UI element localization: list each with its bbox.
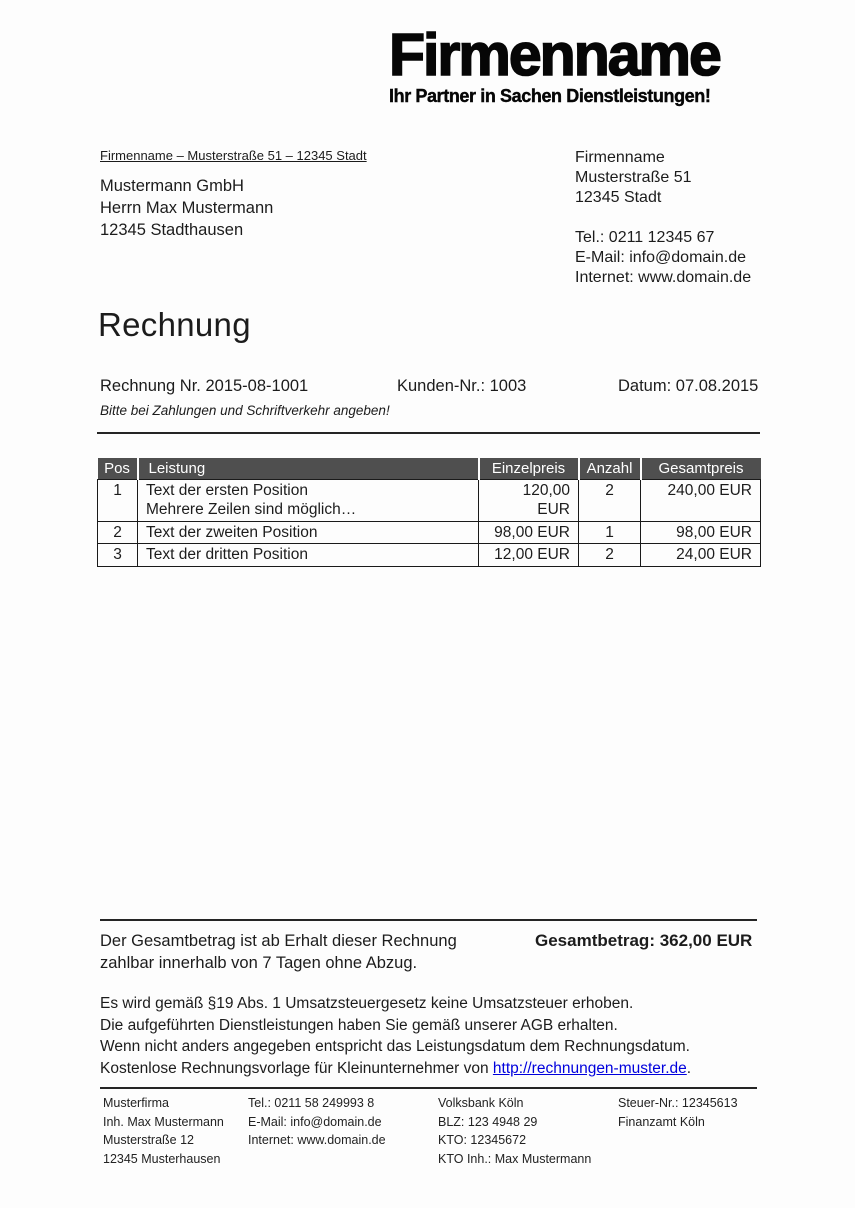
sender-return-address: Firmenname – Musterstraße 51 – 12345 Stadt: [100, 148, 367, 163]
item-description: [138, 544, 479, 567]
company-address-line: Firmenname: [575, 149, 665, 166]
footer-line: Inh. Max Mustermann: [103, 1114, 224, 1129]
company-info-block: [575, 148, 751, 288]
item-description-line: Text der zweiten Position: [146, 523, 318, 541]
divider-above-table: [97, 432, 760, 434]
company-address-line: Musterstraße 51: [575, 169, 692, 186]
item-description-line: Text der ersten Position: [146, 481, 308, 499]
legal-line: Es wird gemäß §19 Abs. 1 Umsatzsteuergesetz keine Umsatzsteuer erhoben.: [100, 995, 634, 1012]
footer-line: Internet: www.domain.de: [248, 1133, 386, 1147]
template-source-link[interactable]: http://rechnungen-muster.de: [492, 1059, 687, 1077]
legal-link-prefix: Kostenlose Rechnungsvorlage für Kleinunternehmer von: [100, 1059, 493, 1077]
item-description: [138, 521, 479, 544]
company-email: E-Mail: info@domain.de: [575, 249, 746, 266]
table-row: [98, 479, 761, 521]
footer-line: E-Mail: info@domain.de: [248, 1114, 382, 1129]
company-logo-tagline: Ihr Partner in Sachen Dienstleistungen!: [389, 85, 711, 106]
footer-divider: [100, 1087, 757, 1089]
company-phone: Tel.: 0211 12345 67: [575, 229, 715, 246]
invoice-date: Datum: 07.08.2015: [618, 377, 759, 395]
column-header-gesamtpreis: Gesamtpreis: [641, 458, 761, 479]
table-row: [98, 544, 761, 567]
item-description: [138, 479, 479, 521]
footer-line: Finanzamt Köln: [618, 1114, 705, 1129]
payment-terms-line: zahlbar innerhalb von 7 Tagen ohne Abzug.: [100, 954, 418, 972]
item-position: 1: [98, 479, 138, 521]
footer-line: Musterfirma: [103, 1096, 169, 1110]
item-unit-price: 120,00 EUR: [479, 479, 579, 521]
item-unit-price: 12,00 EUR: [479, 544, 579, 567]
recipient-line: 12345 Stadthausen: [100, 221, 244, 239]
item-quantity: 2: [579, 544, 641, 567]
item-unit-price: 98,00 EUR: [479, 521, 579, 544]
legal-notes: [100, 993, 691, 1079]
footer-line: Steuer-Nr.: 12345613: [618, 1096, 738, 1110]
footer-line: Volksbank Köln: [438, 1096, 524, 1110]
payment-terms: [100, 930, 457, 974]
footer-line: KTO Inh.: Max Mustermann: [438, 1151, 592, 1166]
page-title: Rechnung: [98, 306, 251, 343]
company-website: Internet: www.domain.de: [575, 269, 752, 286]
item-position: 2: [98, 521, 138, 544]
footer-line: Tel.: 0211 58 249993 8: [248, 1096, 375, 1110]
legal-link-line: [100, 1058, 691, 1080]
legal-line: Die aufgeführten Dienstleistungen haben Sie gemäß unserer AGB erhalten.: [100, 1016, 618, 1034]
item-description-line: Text der dritten Position: [146, 546, 308, 563]
customer-number: Kunden-Nr.: 1003: [397, 377, 527, 395]
column-header-pos: Pos: [98, 458, 138, 479]
payment-reference-note: Bitte bei Zahlungen und Schriftverkehr angeben!: [100, 403, 390, 418]
footer-bank-column: [438, 1094, 591, 1168]
column-header-anzahl: Anzahl: [579, 458, 641, 479]
recipient-line: Mustermann GmbH: [100, 177, 244, 195]
footer-contact-column: [248, 1094, 386, 1150]
column-header-einzelpreis: Einzelpreis: [479, 458, 579, 479]
item-total-price: 98,00 EUR: [641, 521, 761, 544]
company-address: [575, 148, 751, 208]
legal-line: Wenn nicht anders angegeben entspricht das Leistungsdatum dem Rechnungsdatum.: [100, 1038, 690, 1055]
item-quantity: 1: [579, 521, 641, 544]
footer-line: 12345 Musterhausen: [103, 1151, 221, 1166]
footer-line: KTO: 12345672: [438, 1133, 527, 1147]
recipient-address-block: [100, 175, 273, 241]
footer-line: Musterstraße 12: [103, 1133, 195, 1147]
item-description-line: Mehrere Zeilen sind möglich…: [146, 501, 357, 518]
company-logo: [389, 22, 809, 107]
item-position: 3: [98, 544, 138, 567]
recipient-line: Herrn Max Mustermann: [100, 199, 274, 217]
grand-total-label: Gesamtbetrag:: [535, 931, 655, 950]
table-header-row: [98, 458, 761, 479]
company-contact: [575, 228, 751, 288]
item-quantity: 2: [579, 479, 641, 521]
item-total-price: 240,00 EUR: [641, 479, 761, 521]
payment-terms-line: Der Gesamtbetrag ist ab Erhalt dieser Rechnung: [100, 932, 457, 950]
footer-tax-column: [618, 1094, 738, 1131]
item-total-price: 24,00 EUR: [641, 544, 761, 567]
items-table: [97, 458, 760, 567]
company-logo-name: Firmenname: [389, 22, 720, 88]
column-header-leistung: Leistung: [138, 458, 479, 479]
legal-link-suffix: .: [686, 1059, 692, 1077]
company-address-line: 12345 Stadt: [575, 189, 662, 206]
divider-above-total: [100, 919, 757, 921]
table-row: [98, 521, 761, 544]
grand-total: [535, 931, 752, 951]
grand-total-value: 362,00 EUR: [659, 931, 753, 950]
items-table-body: [98, 479, 761, 566]
footer-line: BLZ: 123 4948 29: [438, 1114, 538, 1129]
invoice-number: Rechnung Nr. 2015-08-1001: [100, 377, 309, 395]
footer-company-column: [103, 1094, 224, 1168]
